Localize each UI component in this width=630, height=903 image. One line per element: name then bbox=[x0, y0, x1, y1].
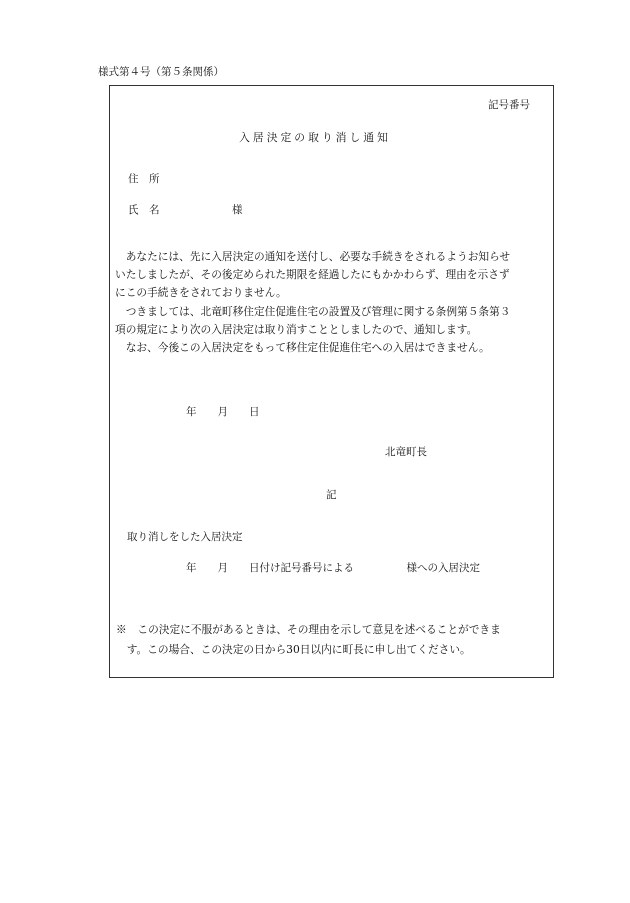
body-line: にこの手続きをされておりません。 bbox=[115, 286, 287, 300]
note bbox=[116, 620, 548, 660]
name-honorific: 様 bbox=[232, 204, 243, 216]
document-number-label: 記号番号 bbox=[488, 99, 530, 111]
issuer-name: 北竜町長 bbox=[385, 446, 427, 458]
body-line: なお、今後この入居決定をもって移住定住促進住宅への入居はできません。 bbox=[115, 340, 490, 354]
note-line: ※ この決定に不服があるときは、その理由を示して意見を述べることができま bbox=[116, 623, 501, 636]
body-line: あなたには、先に入居決定の通知を送付し、必要な手続きをされるようお知らせ bbox=[115, 250, 511, 263]
cancelled-decision-detail: 年 月 日付け記号番号による 様への入居決定 bbox=[186, 562, 480, 574]
body-line: いたしましたが、その後定められた期限を経過したにもかかわらず、理由を示さず bbox=[115, 268, 510, 282]
cancelled-decision-label: 取り消しをした入居決定 bbox=[127, 531, 243, 543]
document-frame bbox=[109, 85, 554, 678]
form-label: 様式第４号（第５条関係） bbox=[98, 66, 224, 78]
name-label: 氏 名 bbox=[128, 204, 160, 216]
body-line: つきましては、北竜町移住定住促進住宅の設置及び管理に関する条例第５条第３ bbox=[115, 304, 511, 318]
date-line: 年 月 日 bbox=[186, 406, 260, 418]
body-line: 項の規定により次の入居決定は取り消すこととしましたので、通知します。 bbox=[115, 322, 478, 336]
address-label: 住 所 bbox=[128, 173, 160, 185]
note-line: す。この場合、この決定の日から30日以内に町長に申し出てください。 bbox=[116, 643, 471, 656]
document-title: 入居決定の取り消し通知 bbox=[239, 131, 391, 144]
body-text bbox=[115, 248, 547, 357]
ki-heading: 記 bbox=[326, 489, 337, 501]
